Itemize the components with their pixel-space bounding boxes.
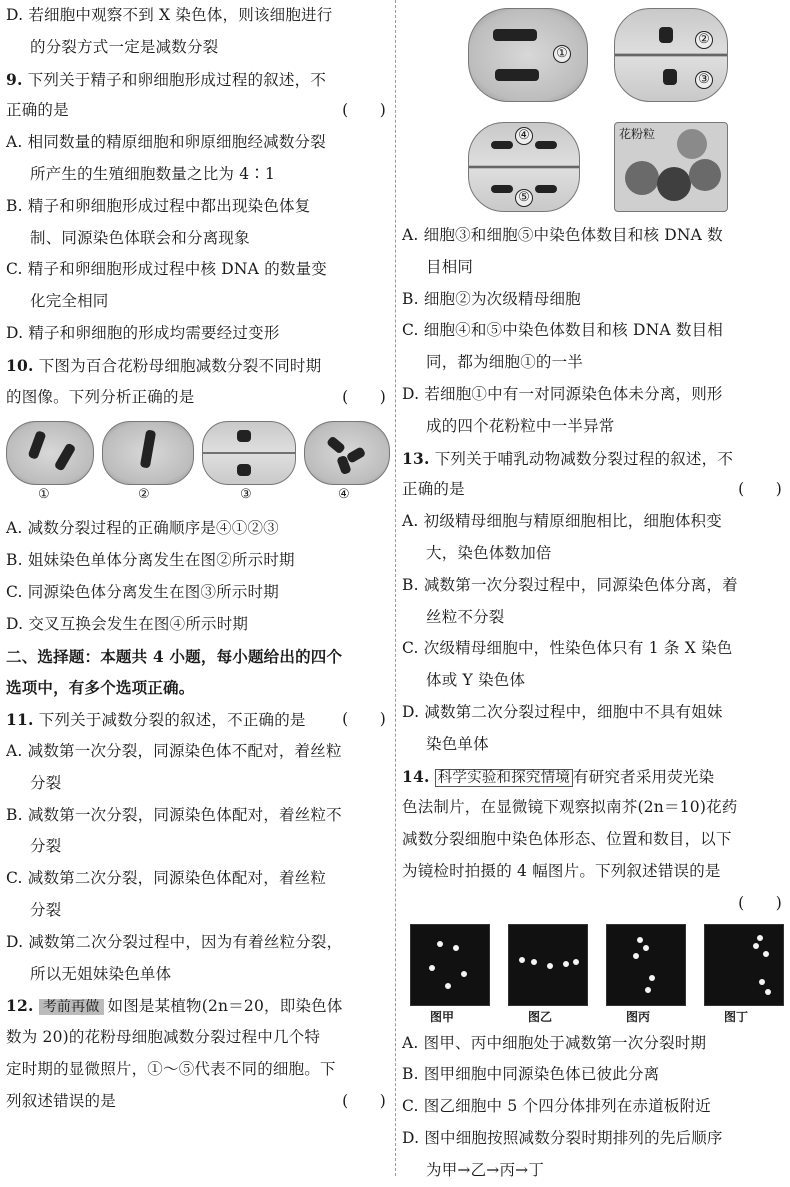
q13-number: 13. xyxy=(402,448,430,468)
q13-option-c-line2: 体或 Y 染色体 xyxy=(426,671,526,690)
q12-answer-paren: ( ) xyxy=(342,1091,386,1110)
q13-stem-line1 xyxy=(402,443,784,475)
q12-stem-line1 xyxy=(6,990,388,1022)
section2-heading-line2: 选项中，有多个选项正确。 xyxy=(6,678,195,698)
q12-photo-1 xyxy=(468,8,588,102)
chromosome-mark xyxy=(54,443,77,472)
q14-paren-line xyxy=(402,888,784,920)
q12-option-b: B. 细胞②为次级精母细胞 xyxy=(402,289,581,308)
q14-label-jia: 图甲 xyxy=(430,1009,455,1024)
q12-label-4: ④ xyxy=(515,127,533,145)
q10-stem-text1: 下图为百合花粉母细胞减数分裂不同时期 xyxy=(38,356,322,375)
chromosome-mark xyxy=(140,430,156,469)
right-column xyxy=(402,0,784,1187)
q12-option-a-line1: A. 细胞③和细胞⑤中染色体数目和核 DNA 数 xyxy=(402,226,723,244)
fluorescent-chromosome xyxy=(633,953,639,959)
q14-stem-line1 xyxy=(402,761,784,793)
q14-label-ding: 图丁 xyxy=(724,1009,749,1024)
q14-photo-ding xyxy=(704,924,784,1006)
pollen-grain xyxy=(657,167,691,201)
pollen-grain xyxy=(625,161,659,195)
chromosome-mark xyxy=(326,436,346,455)
q9-option-b-line2: 制、同源染色体联会和分离现象 xyxy=(30,228,250,247)
fluorescent-chromosome xyxy=(649,975,655,981)
q11-option-b-line1: B. 减数第一次分裂，同源染色体配对，着丝粒不 xyxy=(6,805,342,824)
fluorescent-chromosome xyxy=(759,979,765,985)
pollen-grain xyxy=(689,159,721,191)
q12-option-d-line2: 成的四个花粉粒中一半异常 xyxy=(426,416,615,435)
q9-stem-text2: 正确的是 xyxy=(6,101,69,120)
q14-figure xyxy=(402,920,784,1028)
q10-caption-2: ② xyxy=(138,487,150,503)
fluorescent-chromosome xyxy=(445,983,451,989)
q14-option-b: B. 图甲细胞中同源染色体已彼此分离 xyxy=(402,1065,660,1084)
q14-stem-text1: 有研究者采用荧光染 xyxy=(573,767,715,786)
q10-stem-line1 xyxy=(6,350,388,382)
q14-label-yi: 图乙 xyxy=(528,1009,553,1024)
q12-option-c-line1: C. 细胞④和⑤中染色体数目和核 DNA 数目相 xyxy=(402,321,723,340)
q14-option-d-line1: D. 图中细胞按照减数分裂时期排列的先后顺序 xyxy=(402,1128,723,1147)
pollen-label: 花粉粒 xyxy=(619,127,656,141)
q12-label-3: ③ xyxy=(695,71,713,89)
q11-option-b-line2: 分裂 xyxy=(30,837,62,856)
fluorescent-chromosome xyxy=(753,943,759,949)
q12-figure xyxy=(402,0,784,220)
q14-option-d-line2: 为甲→乙→丙→丁 xyxy=(426,1160,545,1179)
q13-option-b-line1: B. 减数第一次分裂过程中，同源染色体分离，着 xyxy=(402,575,738,594)
q9-number: 9. xyxy=(6,69,23,89)
chromosome-mark xyxy=(493,29,537,41)
q14-stem-line3: 减数分裂细胞中染色体形态、位置和数目，以下 xyxy=(402,830,732,849)
q12-label-2: ② xyxy=(695,31,713,49)
q9-option-a-line1: A. 相同数量的精原细胞和卵原细胞经减数分裂 xyxy=(6,133,326,152)
q13-option-d-line1: D. 减数第二次分裂过程中，细胞中不具有姐妹 xyxy=(402,702,723,721)
chromosome-mark xyxy=(237,464,251,476)
q10-photo-2 xyxy=(102,421,194,485)
fluorescent-chromosome xyxy=(429,965,435,971)
q14-tag: 科学实验和探究情境 xyxy=(435,769,573,787)
q13-option-c-line1: C. 次级精母细胞中，性染色体只有 1 条 X 染色 xyxy=(402,639,733,658)
q9-stem-text1: 下列关于精子和卵细胞形成过程的叙述，不 xyxy=(27,70,327,89)
chromosome-mark xyxy=(659,27,673,43)
q10-caption-1: ① xyxy=(38,487,50,503)
q14-stem-line4: 为镜检时拍摄的 4 幅图片。下列叙述错误的是 xyxy=(402,861,721,880)
fluorescent-chromosome xyxy=(453,945,459,951)
q14-number: 14. xyxy=(402,766,430,786)
q11-option-d-line2: 所以无姐妹染色单体 xyxy=(30,964,172,983)
chromosome-mark xyxy=(663,69,677,85)
q10-option-b: B. 姐妹染色单体分离发生在图②所示时期 xyxy=(6,551,295,570)
q12-stem-text4: 列叙述错误的是 xyxy=(6,1091,116,1110)
q10-option-a: A. 减数分裂过程的正确顺序是④①②③ xyxy=(6,519,279,538)
q11-stem-text: 下列关于减数分裂的叙述，不正确的是 xyxy=(38,711,306,730)
chromosome-mark xyxy=(535,141,557,149)
q12-stem-line2: 数为 20)的花粉母细胞减数分裂过程中几个特 xyxy=(6,1028,321,1047)
fluorescent-chromosome xyxy=(519,957,525,963)
q12-label-1: ① xyxy=(553,45,571,63)
q12-photo-pollen xyxy=(614,122,728,212)
q14-label-bing: 图丙 xyxy=(626,1009,651,1024)
q8-option-d-line2: 的分裂方式一定是减数分裂 xyxy=(30,37,219,56)
q10-photo-1 xyxy=(6,421,94,485)
fluorescent-chromosome xyxy=(645,987,651,993)
q10-photo-4 xyxy=(304,421,390,485)
q10-option-c: C. 同源染色体分离发生在图③所示时期 xyxy=(6,582,279,601)
section2-heading-line1: 二、选择题：本题共 4 小题，每小题给出的四个 xyxy=(6,646,343,666)
q14-option-a: A. 图甲、丙中细胞处于减数第一次分裂时期 xyxy=(402,1033,707,1052)
q14-photo-jia xyxy=(410,924,490,1006)
q9-option-a-line2: 所产生的生殖细胞数量之比为 4∶1 xyxy=(30,164,276,183)
q11-option-a-line2: 分裂 xyxy=(30,773,62,792)
chromosome-mark xyxy=(237,430,251,442)
q9-answer-paren: ( ) xyxy=(342,101,386,120)
fluorescent-chromosome xyxy=(563,961,569,967)
pollen-grain xyxy=(677,129,707,159)
q10-caption-3: ③ xyxy=(240,487,252,503)
q11-option-d-line1: D. 减数第二次分裂过程中，因为有着丝粒分裂， xyxy=(6,932,343,951)
q9-option-c-line1: C. 精子和卵细胞形成过程中核 DNA 的数量变 xyxy=(6,260,327,279)
chromosome-mark xyxy=(346,447,367,465)
q9-option-b-line1: B. 精子和卵细胞形成过程中都出现染色体复 xyxy=(6,196,311,215)
q10-photo-3 xyxy=(202,421,296,485)
q11-option-c-line2: 分裂 xyxy=(30,900,62,919)
q14-stem-line2: 色法制片，在显微镜下观察拟南芥(2n＝10)花药 xyxy=(402,798,738,817)
chromosome-mark xyxy=(28,430,47,460)
q11-answer-paren: ( ) xyxy=(342,710,386,729)
q10-caption-4: ④ xyxy=(338,487,350,503)
q14-answer-paren: ( ) xyxy=(738,893,782,912)
q12-option-a-line2: 目相同 xyxy=(426,257,474,276)
column-divider xyxy=(395,0,396,1176)
q10-stem-text2: 的图像。下列分析正确的是 xyxy=(6,387,195,406)
chromosome-mark xyxy=(535,185,557,193)
q11-option-a-line1: A. 减数第一次分裂，同源染色体不配对，着丝粒 xyxy=(6,741,342,760)
fluorescent-chromosome xyxy=(547,963,553,969)
q14-option-c: C. 图乙细胞中 5 个四分体排列在赤道板附近 xyxy=(402,1097,711,1116)
left-column xyxy=(6,0,388,1118)
fluorescent-chromosome xyxy=(573,959,579,965)
fluorescent-chromosome xyxy=(461,971,467,977)
q13-option-a-line2: 大，染色体数加倍 xyxy=(426,543,552,562)
q13-stem-text2: 正确的是 xyxy=(402,480,465,499)
chromosome-mark xyxy=(495,69,539,81)
q9-option-d: D. 精子和卵细胞的形成均需要经过变形 xyxy=(6,323,280,342)
q13-stem-text1: 下列关于哺乳动物减数分裂过程的叙述，不 xyxy=(434,449,734,468)
q13-option-a-line1: A. 初级精母细胞与精原细胞相比，细胞体积变 xyxy=(402,512,722,531)
q12-photo-4-5 xyxy=(468,122,580,212)
chromosome-mark xyxy=(491,185,513,193)
fluorescent-chromosome xyxy=(757,935,763,941)
q14-photo-bing xyxy=(606,924,686,1006)
q11-number: 11. xyxy=(6,710,34,730)
q10-figure xyxy=(6,413,388,513)
q10-answer-paren: ( ) xyxy=(342,387,386,406)
q12-number: 12. xyxy=(6,996,34,1016)
fluorescent-chromosome xyxy=(531,959,537,965)
q12-photo-2-3 xyxy=(614,8,728,102)
q10-option-d: D. 交叉互换会发生在图④所示时期 xyxy=(6,614,249,633)
q12-stem-line4 xyxy=(6,1086,388,1118)
fluorescent-chromosome xyxy=(763,951,769,957)
q13-option-b-line2: 丝粒不分裂 xyxy=(426,607,505,626)
q13-option-d-line2: 染色单体 xyxy=(426,734,489,753)
q12-stem-text1: 如图是某植物(2n＝20，即染色体 xyxy=(107,997,343,1016)
q11-option-c-line1: C. 减数第二次分裂，同源染色体配对，着丝粒 xyxy=(6,869,327,888)
q9-stem-line1 xyxy=(6,64,388,96)
q8-option-d-line1: D. 若细胞中观察不到 X 染色体，则该细胞进行 xyxy=(6,6,333,24)
q12-tag: 考前再做 xyxy=(39,999,104,1015)
q10-stem-line2 xyxy=(6,382,388,414)
q11-stem xyxy=(6,704,388,736)
q10-number: 10. xyxy=(6,355,34,375)
q13-answer-paren: ( ) xyxy=(738,480,782,499)
fluorescent-chromosome xyxy=(643,945,649,951)
q13-stem-line2 xyxy=(402,474,784,506)
q9-option-c-line2: 化完全相同 xyxy=(30,292,109,311)
q12-label-5: ⑤ xyxy=(515,189,533,207)
q12-option-d-line1: D. 若细胞①中有一对同源染色体未分离，则形 xyxy=(402,384,723,403)
fluorescent-chromosome xyxy=(637,937,643,943)
fluorescent-chromosome xyxy=(437,941,443,947)
fluorescent-chromosome xyxy=(765,989,771,995)
q12-option-c-line2: 同，都为细胞①的一半 xyxy=(426,353,584,372)
chromosome-mark xyxy=(491,141,513,149)
q14-photo-yi xyxy=(508,924,588,1006)
q9-stem-line2 xyxy=(6,95,388,127)
q12-stem-line3: 定时期的显微照片，①～⑤代表不同的细胞。下 xyxy=(6,1059,336,1078)
